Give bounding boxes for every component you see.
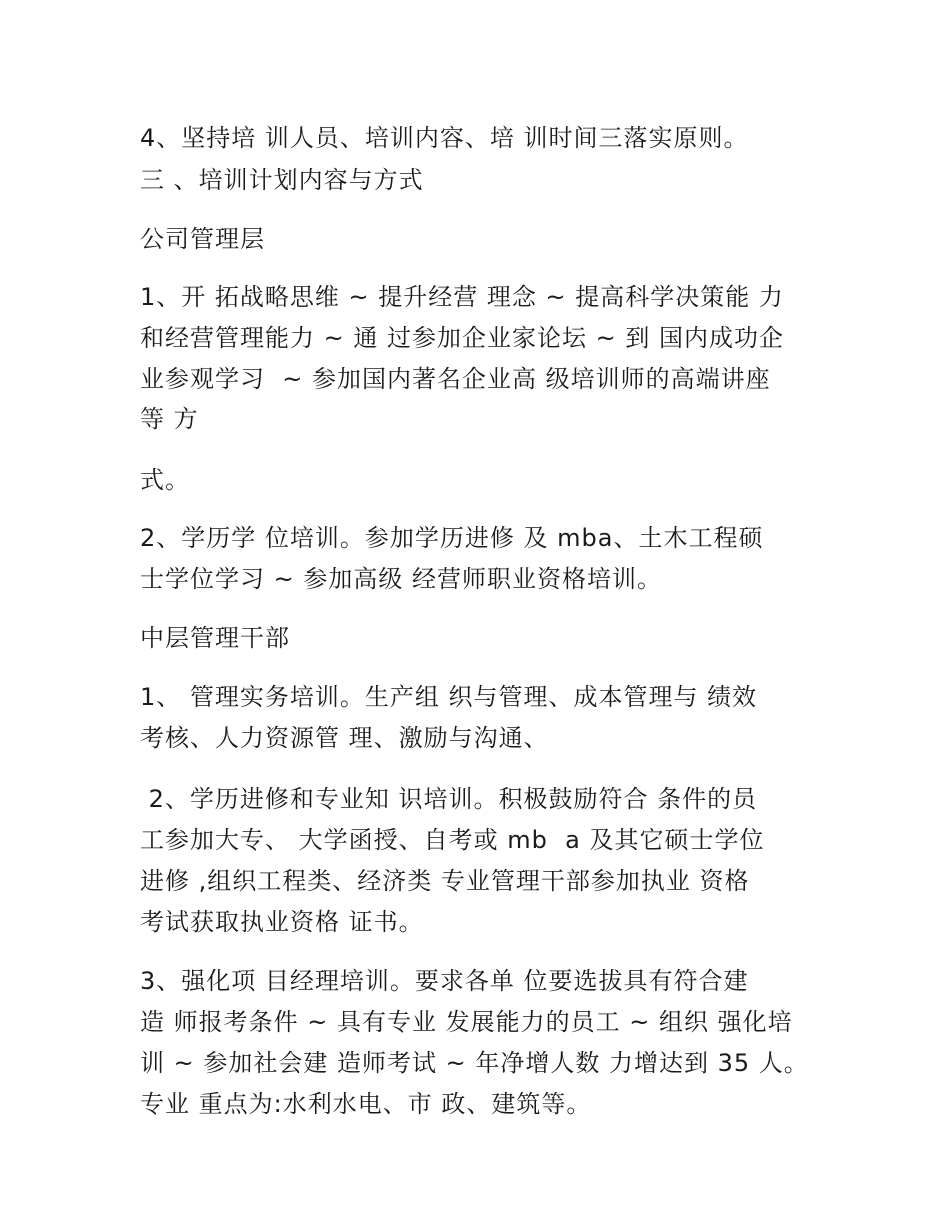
middle-item-3-line-3: 训 ~ 参加社会建 造师考试 ~ 年净增人数 力增达到 35 人。 — [140, 1049, 809, 1077]
company-item-1-line-3: 业参观学习 ~ 参加国内著名企业高 级培训师的高端讲座 — [140, 365, 771, 393]
company-item-1-line-2: 和经营管理能力 ~ 通 过参加企业家论坛 ~ 到 国内成功企 — [140, 324, 784, 352]
middle-item-3-line-2: 造 师报考条件 ~ 具有专业 发展能力的员工 ~ 组织 强化培 — [140, 1008, 793, 1036]
company-item-1-line-4: 等 方 — [140, 405, 199, 433]
middle-item-2-line-1: 2、学历进修和专业知 识培训。积极鼓励符合 条件的员 — [140, 785, 758, 813]
company-item-2-line-1: 2、学历学 位培训。参加学历进修 及 mba、土木工程硕 — [140, 524, 764, 552]
company-item-2-line-2: 士学位学习 ~ 参加高级 经营师职业资格培训。 — [140, 565, 662, 593]
company-item-1-line-1: 1、开 拓战略思维 ~ 提升经营 理念 ~ 提高科学决策能 力 — [140, 283, 784, 311]
company-management-heading: 公司管理层 — [140, 225, 265, 253]
middle-item-3-line-1: 3、强化项 目经理培训。要求各单 位要选拔具有符合建 — [140, 967, 749, 995]
section-3-heading: 三 、培训计划内容与方式 — [140, 166, 424, 194]
principle-4: 4、坚持培 训人员、培训内容、培 训时间三落实原则。 — [140, 124, 749, 152]
middle-item-2-line-3: 进修 ,组织工程类、经济类 专业管理干部参加执业 资格 — [140, 867, 750, 895]
middle-item-2-line-4: 考试获取执业资格 证书。 — [140, 908, 424, 936]
middle-item-3-line-4: 专业 重点为:水利水电、市 政、建筑等。 — [140, 1090, 592, 1118]
middle-item-1-line-2: 考核、人力资源管 理、激励与沟通、 — [140, 724, 549, 752]
middle-item-2-line-2: 工参加大专、 大学函授、自考或 mb a 及其它硕士学位 — [140, 826, 765, 854]
middle-item-1-line-1: 1、 管理实务培训。生产组 织与管理、成本管理与 绩效 — [140, 683, 758, 711]
company-item-1-line-5: 式。 — [140, 466, 190, 494]
middle-management-heading: 中层管理干部 — [140, 624, 290, 652]
